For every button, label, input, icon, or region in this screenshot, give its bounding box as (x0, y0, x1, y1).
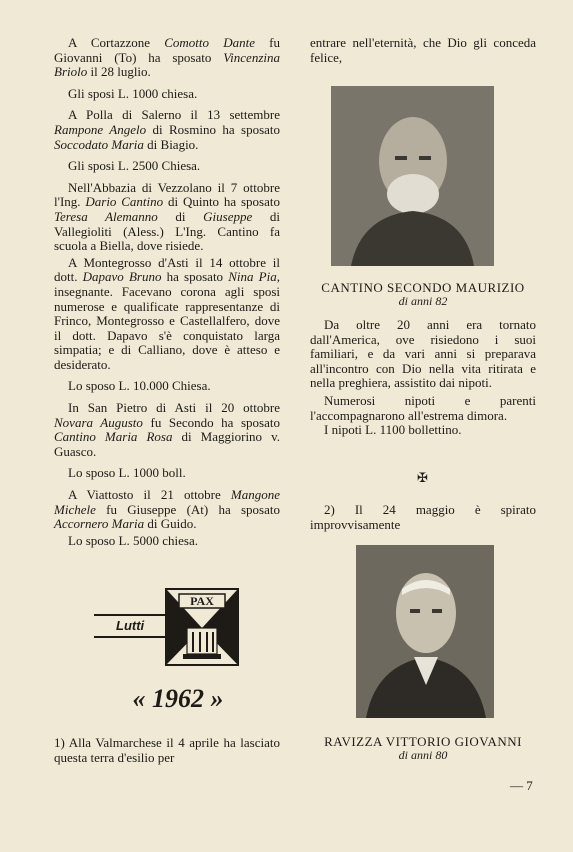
text-run: Lo sposo L. 10.000 Chiesa. (68, 378, 211, 394)
text-run: di Maggiorino v. Guasco. (54, 429, 280, 459)
text-run: A Polla di Salerno il 13 settembre (68, 107, 280, 123)
text-run: Lo sposo L. 5000 chiesa. (68, 532, 198, 548)
person-name: Rampone Angelo (54, 121, 147, 137)
text-run: A Montegrosso d'Asti il 14 ottobre il dott. (54, 254, 280, 285)
text-run: A Cortazzone (68, 35, 165, 50)
person-name: Dapavo Bruno (82, 269, 162, 285)
chronicle-paragraph (54, 256, 280, 373)
person-name: Dario Cantino (85, 194, 164, 210)
text-run: A Viattosto il 21 ottobre (68, 487, 231, 503)
text-run: il 28 luglio. (87, 64, 151, 80)
obituary1-name: CANTINO SECONDO MAURIZIO (321, 280, 525, 295)
obituary2-age: di anni 80 (398, 748, 448, 762)
chronicle-paragraph (54, 108, 280, 152)
chronicle-paragraph (54, 401, 280, 459)
portrait-man-icon (356, 545, 494, 718)
text-run: di Quinto ha sposato (163, 194, 280, 210)
chronicle-paragraph (54, 159, 280, 174)
text-run: ha sposato (161, 269, 229, 285)
text-run: fu Secondo ha sposato (142, 414, 280, 430)
obituary2-intro: 2) Il 24 maggio è spirato improvvisamente (310, 502, 536, 532)
obituary1-text (310, 318, 536, 438)
pax-text: PAX (190, 594, 214, 608)
text-run: Lo sposo L. 1000 boll. (68, 465, 186, 481)
cross-ornament-icon: ✠ (417, 470, 428, 485)
chronicle-paragraph (54, 36, 280, 80)
person-name: Accornero Maria (54, 516, 145, 532)
page-number: — 7 (510, 778, 533, 793)
text-run: fu Giovanni (To) ha sposato (54, 35, 280, 65)
obituary2-name: RAVIZZA VITTORIO GIOVANNI (324, 734, 522, 749)
chronicle-paragraph (54, 181, 280, 254)
text-run: , insegnante. Facevano corona agli sposi numerose e qualificate rappresentanze di Frinco, Montegrosso e Castellalfero, dove il dott. Dapavo s'è conquistato larga simpatia; e di Calliano, dove è atteso e desiderato. (54, 269, 280, 372)
text-run: di (157, 208, 204, 224)
year-heading: « 1962 » (132, 684, 224, 713)
portrait-photo-ravizza (356, 545, 494, 718)
chronicle-paragraph (54, 379, 280, 394)
person-name: Nina Pia (228, 269, 277, 285)
person-name: Cantino Maria Rosa (54, 429, 173, 445)
text-run: Gli sposi L. 1000 chiesa. (68, 85, 198, 101)
text-run: Nell'Abbazia di Vezzolano il 7 ottobre l'Ing. (54, 179, 280, 210)
person-name: Mangone Michele (54, 487, 280, 517)
lutti-label: Lutti (116, 618, 145, 633)
text-run: In San Pietro di Asti il 20 ottobre (68, 400, 280, 416)
person-name: Giuseppe (203, 208, 253, 224)
person-name: Comotto Dante (164, 35, 255, 50)
obituary1-paragraph: Numerosi nipoti e parenti l'accompagnarono all'estrema dimora. (310, 392, 536, 423)
person-name: Novara Augusto (54, 414, 143, 430)
chronicle-paragraph (54, 466, 280, 481)
obituary1-paragraph: Da oltre 20 anni era tornato dall'America, ove risiedono i suoi familiari, e da vari anni si preparava all'incontro con Dio nella vita ritirata e nella preghiera, assistito dai nipoti. (310, 317, 536, 391)
chronicle-paragraph (54, 488, 280, 532)
text-run: di Rosmino ha sposato (146, 121, 281, 137)
text-run: Gli sposi L. 2500 Chiesa. (68, 158, 201, 174)
portrait-photo-cantino (331, 86, 494, 266)
text-run: di Vallegioliti (Aless.) L'Ing. Cantino fa scuola a Biella, dove risiede. (54, 208, 280, 254)
obituary1-intro: 1) Alla Valmarchese il 4 aprile ha lasciato questa terra d'esilio per (54, 735, 280, 765)
chronicle-paragraph (54, 87, 280, 102)
obituary1-age: di anni 82 (398, 294, 448, 308)
obituary1-paragraph: I nipoti L. 1100 bollettino. (324, 422, 462, 438)
pax-emblem-icon (165, 588, 239, 666)
person-name: Teresa Alemanno (54, 208, 158, 224)
chronicle-paragraph (54, 534, 280, 549)
person-name: Vincenzina Briolo (54, 49, 280, 80)
text-run: di Guido. (144, 516, 197, 532)
left-column (54, 36, 280, 555)
text-run: di Biagio. (143, 136, 199, 152)
person-name: Soccodato Maria (54, 136, 144, 152)
text-run: fu Giuseppe (At) ha sposato (95, 501, 280, 517)
obituary1-continuation: entrare nell'eternità, che Dio gli conceda felice, (310, 35, 536, 65)
portrait-man-icon (331, 86, 494, 266)
